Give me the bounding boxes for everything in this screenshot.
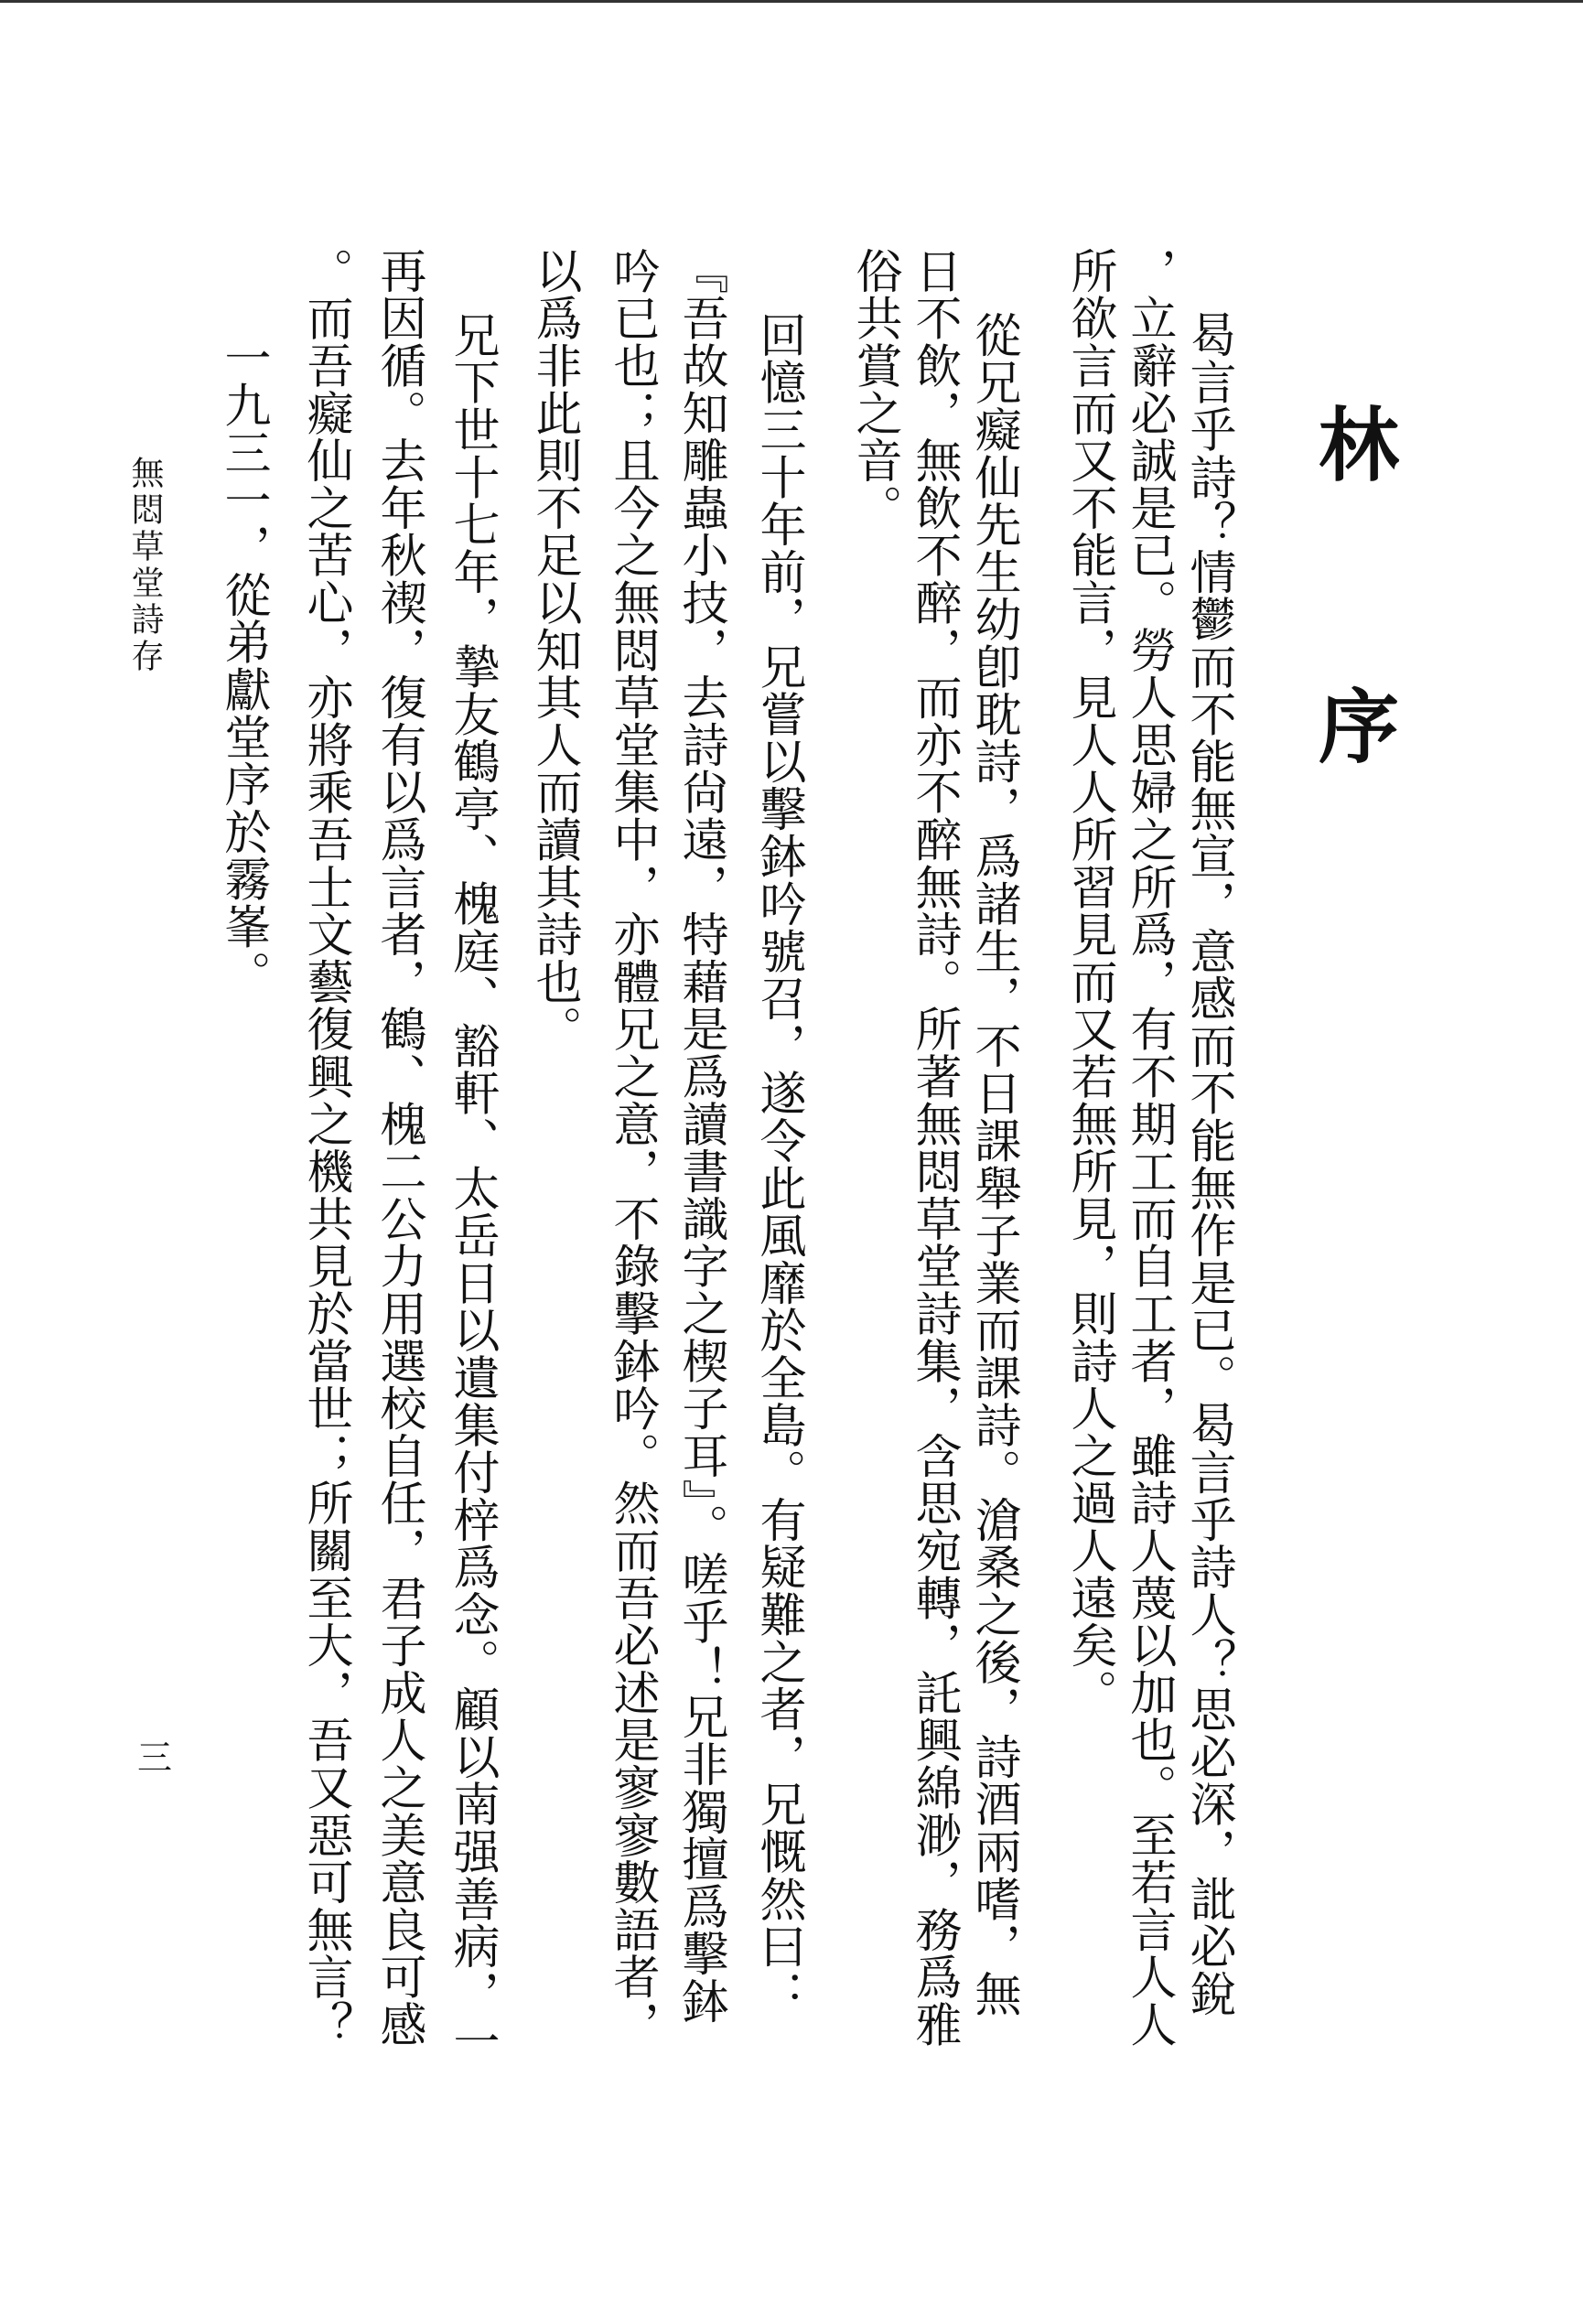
text-column-9: 吟已也；且今之無悶草堂集中，亦體兄之意，不錄擊鉢吟。然而吾必述是寥寥數語者， bbox=[605, 247, 659, 2049]
text-column-11: 兄下世十七年，摯友鶴亭、槐庭、豁軒、太岳日以遺集付梓爲念。顧以南强善病，一 bbox=[445, 311, 499, 2065]
text-column-14: 一九三一，從弟獻堂序於霧峯。 bbox=[216, 334, 270, 998]
text-column-13: 。而吾癡仙之苦心，亦將乘吾士文藝復興之機共見於當世；所關至大，吾又惡可無言？ bbox=[298, 247, 352, 2049]
text-column-1: 曷言乎詩？情鬱而不能無宣，意感而不能無作是已。曷言乎詩人？思必深，䚹必銳 bbox=[1181, 311, 1235, 2017]
text-column-7: 回憶三十年前，兄嘗以擊鉢吟號召，遂令此風靡於全島。有疑難之者，兄慨然曰： bbox=[751, 311, 805, 2017]
text-column-3: 所欲言而又不能言，見人人所習見而又若無所見，則詩人之過人遠矣。 bbox=[1062, 247, 1116, 1716]
text-column-4: 從兄癡仙先生幼卽耽詩，爲諸生，不日課舉子業而課詩。滄桑之後，詩酒兩嗜，無 bbox=[966, 311, 1020, 2017]
text-column-8: 『吾故知雕蟲小技，去詩尙遠，特藉是爲讀書識字之楔子耳』。嗟乎！兄非獨擅爲擊鉢 bbox=[673, 247, 727, 2025]
text-column-12: 再因循。去年秋禊，復有以爲言者，鶴、槐二公力用選校自任，君子成人之美意良可感 bbox=[372, 247, 425, 2049]
text-column-5: 日不飲，無飲不醉，而亦不醉無詩。所著無悶草堂詩集，含思宛轉，託興綿渺，務爲雅 bbox=[907, 247, 961, 2049]
page-number: 三 bbox=[137, 1738, 173, 1778]
page-title: 林 序 bbox=[1306, 403, 1401, 818]
text-column-10: 以爲非此則不足以知其人而讀其詩也。 bbox=[527, 247, 581, 1053]
book-title-sidebar: 無悶草堂詩存 bbox=[126, 456, 164, 675]
text-column-2: ，立辭必誠是已。勞人思婦之所爲，有不期工而自工者，雖詩人蔑以加也。至若言人人 bbox=[1122, 247, 1176, 2049]
top-rule bbox=[0, 0, 1583, 3]
text-column-6: 俗共賞之音。 bbox=[847, 247, 901, 532]
